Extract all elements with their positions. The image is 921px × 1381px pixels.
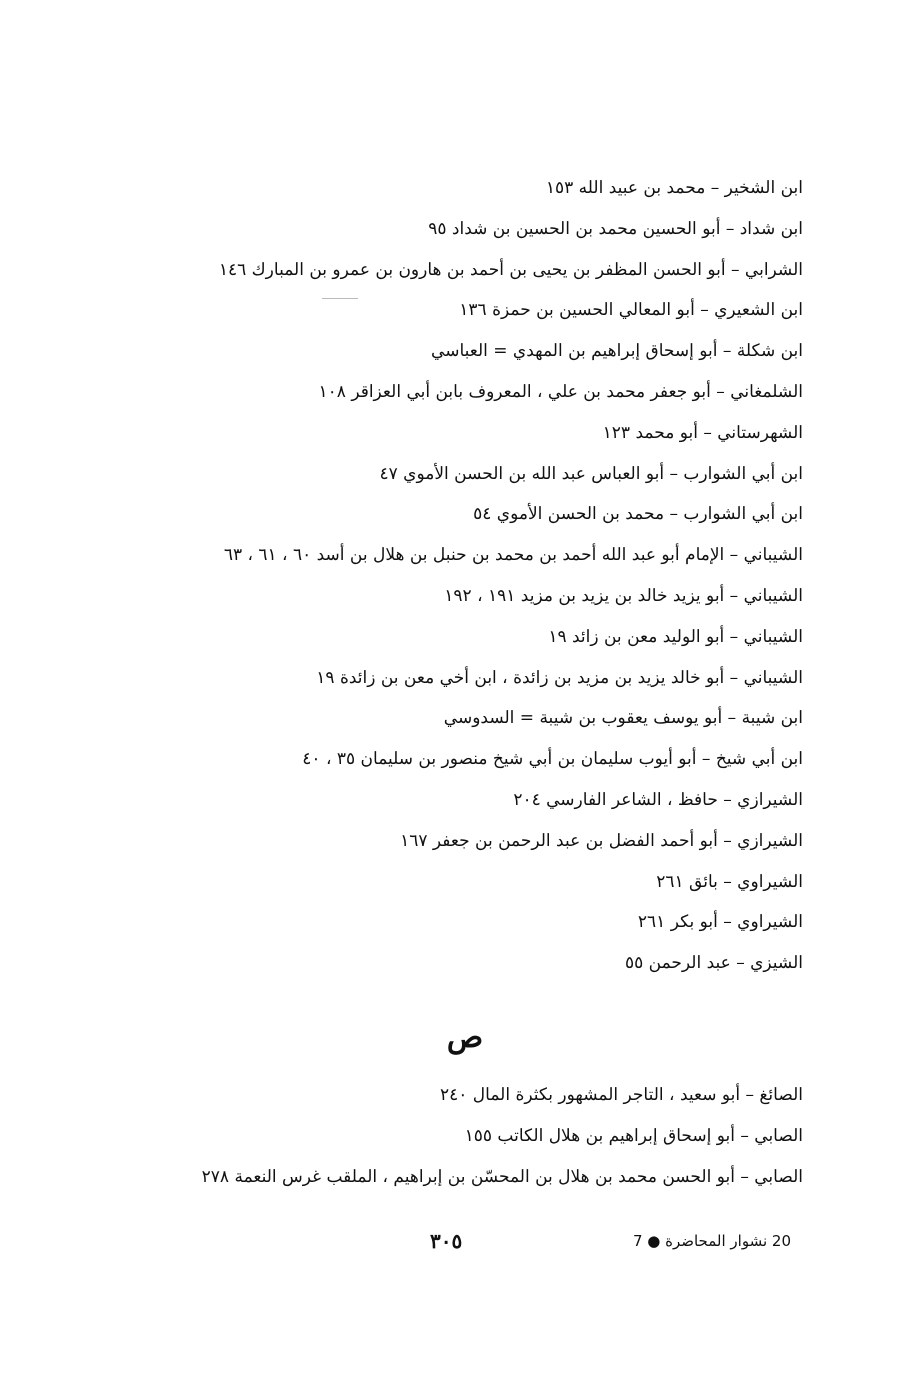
index-entry: الصابي – أبو إسحاق إبراهيم بن هلال الكاتب ١٥٥ <box>464 1125 803 1146</box>
index-list <box>103 168 803 984</box>
index-entry: ابن شداد – أبو الحسين محمد بن الحسين بن شداد ٩٥ <box>428 218 803 239</box>
index-entry: الشيباني – أبو الوليد معن بن زائد ١٩ <box>548 626 803 647</box>
index-entry: ابن الشعيري – أبو المعالي الحسين بن حمزة ١٣٦ <box>459 300 803 321</box>
index-entry: الشيراوي – أبو بكر ٢٦١ <box>637 912 803 933</box>
index-entry: الشرابي – أبو الحسن المظفر بن يحيى بن أحمد بن هارون بن عمرو بن المبارك ١٤٦ <box>218 259 803 280</box>
index-entry: الشيراوي – بائق ٢٦١ <box>656 871 803 892</box>
index-entry: ابن أبي الشوارب – محمد بن الحسن الأموي ٥٤ <box>473 504 803 525</box>
printer-signature: 20 نشوار المحاضرة ● 7 <box>632 1232 791 1250</box>
index-entry: الشيرازي – أبو أحمد الفضل بن عبد الرحمن بن جعفر ١٦٧ <box>400 830 803 851</box>
page-number: ٣٠٥ <box>430 1229 463 1253</box>
index-entry: الشهرستاني – أبو محمد ١٢٣ <box>602 422 803 443</box>
index-entry: ابن أبي الشوارب – أبو العباس عبد الله بن الحسن الأموي ٤٧ <box>379 463 803 484</box>
index-entry: الشيباني – أبو يزيد خالد بن يزيد بن مزيد ١٩١ ، ١٩٢ <box>444 585 803 606</box>
section-index-list <box>103 1075 803 1197</box>
index-entry: الشلمغاني – أبو جعفر محمد بن علي ، المعروف بابن أبي العزاقر ١٠٨ <box>318 381 803 402</box>
index-entry: الصابي – أبو الحسن محمد بن هلال بن المحسّن بن إبراهيم ، الملقب غرس النعمة ٢٧٨ <box>201 1166 803 1187</box>
index-entry: ابن الشخير – محمد بن عبيد الله ١٥٣ <box>545 178 803 198</box>
index-entry: ابن شيبة – أبو يوسف يعقوب بن شيبة = السدوسي <box>443 708 803 729</box>
index-entry: الشيزي – عبد الرحمن ٥٥ <box>624 953 803 974</box>
section-heading-letter: ص <box>446 1020 484 1055</box>
index-entry: الشيباني – الإمام أبو عبد الله أحمد بن محمد بن حنبل بن هلال بن أسد ٦٠ ، ٦١ ، ٦٣ <box>223 545 803 566</box>
index-entry: ابن أبي شيخ – أبو أيوب سليمان بن أبي شيخ منصور بن سليمان ٣٥ ، ٤٠ <box>302 749 803 770</box>
index-entry: الصائغ – أبو سعيد ، التاجر المشهور بكثرة المال ٢٤٠ <box>440 1085 803 1105</box>
index-entry: الشيرازي – حافظ ، الشاعر الفارسي ٢٠٤ <box>513 789 803 810</box>
index-entry: الشيباني – أبو خالد يزيد بن مزيد بن زائدة ، ابن أخي معن بن زائدة ١٩ <box>316 667 803 688</box>
index-entry: ابن شكلة – أبو إسحاق إبراهيم بن المهدي = العباسي <box>431 341 803 362</box>
